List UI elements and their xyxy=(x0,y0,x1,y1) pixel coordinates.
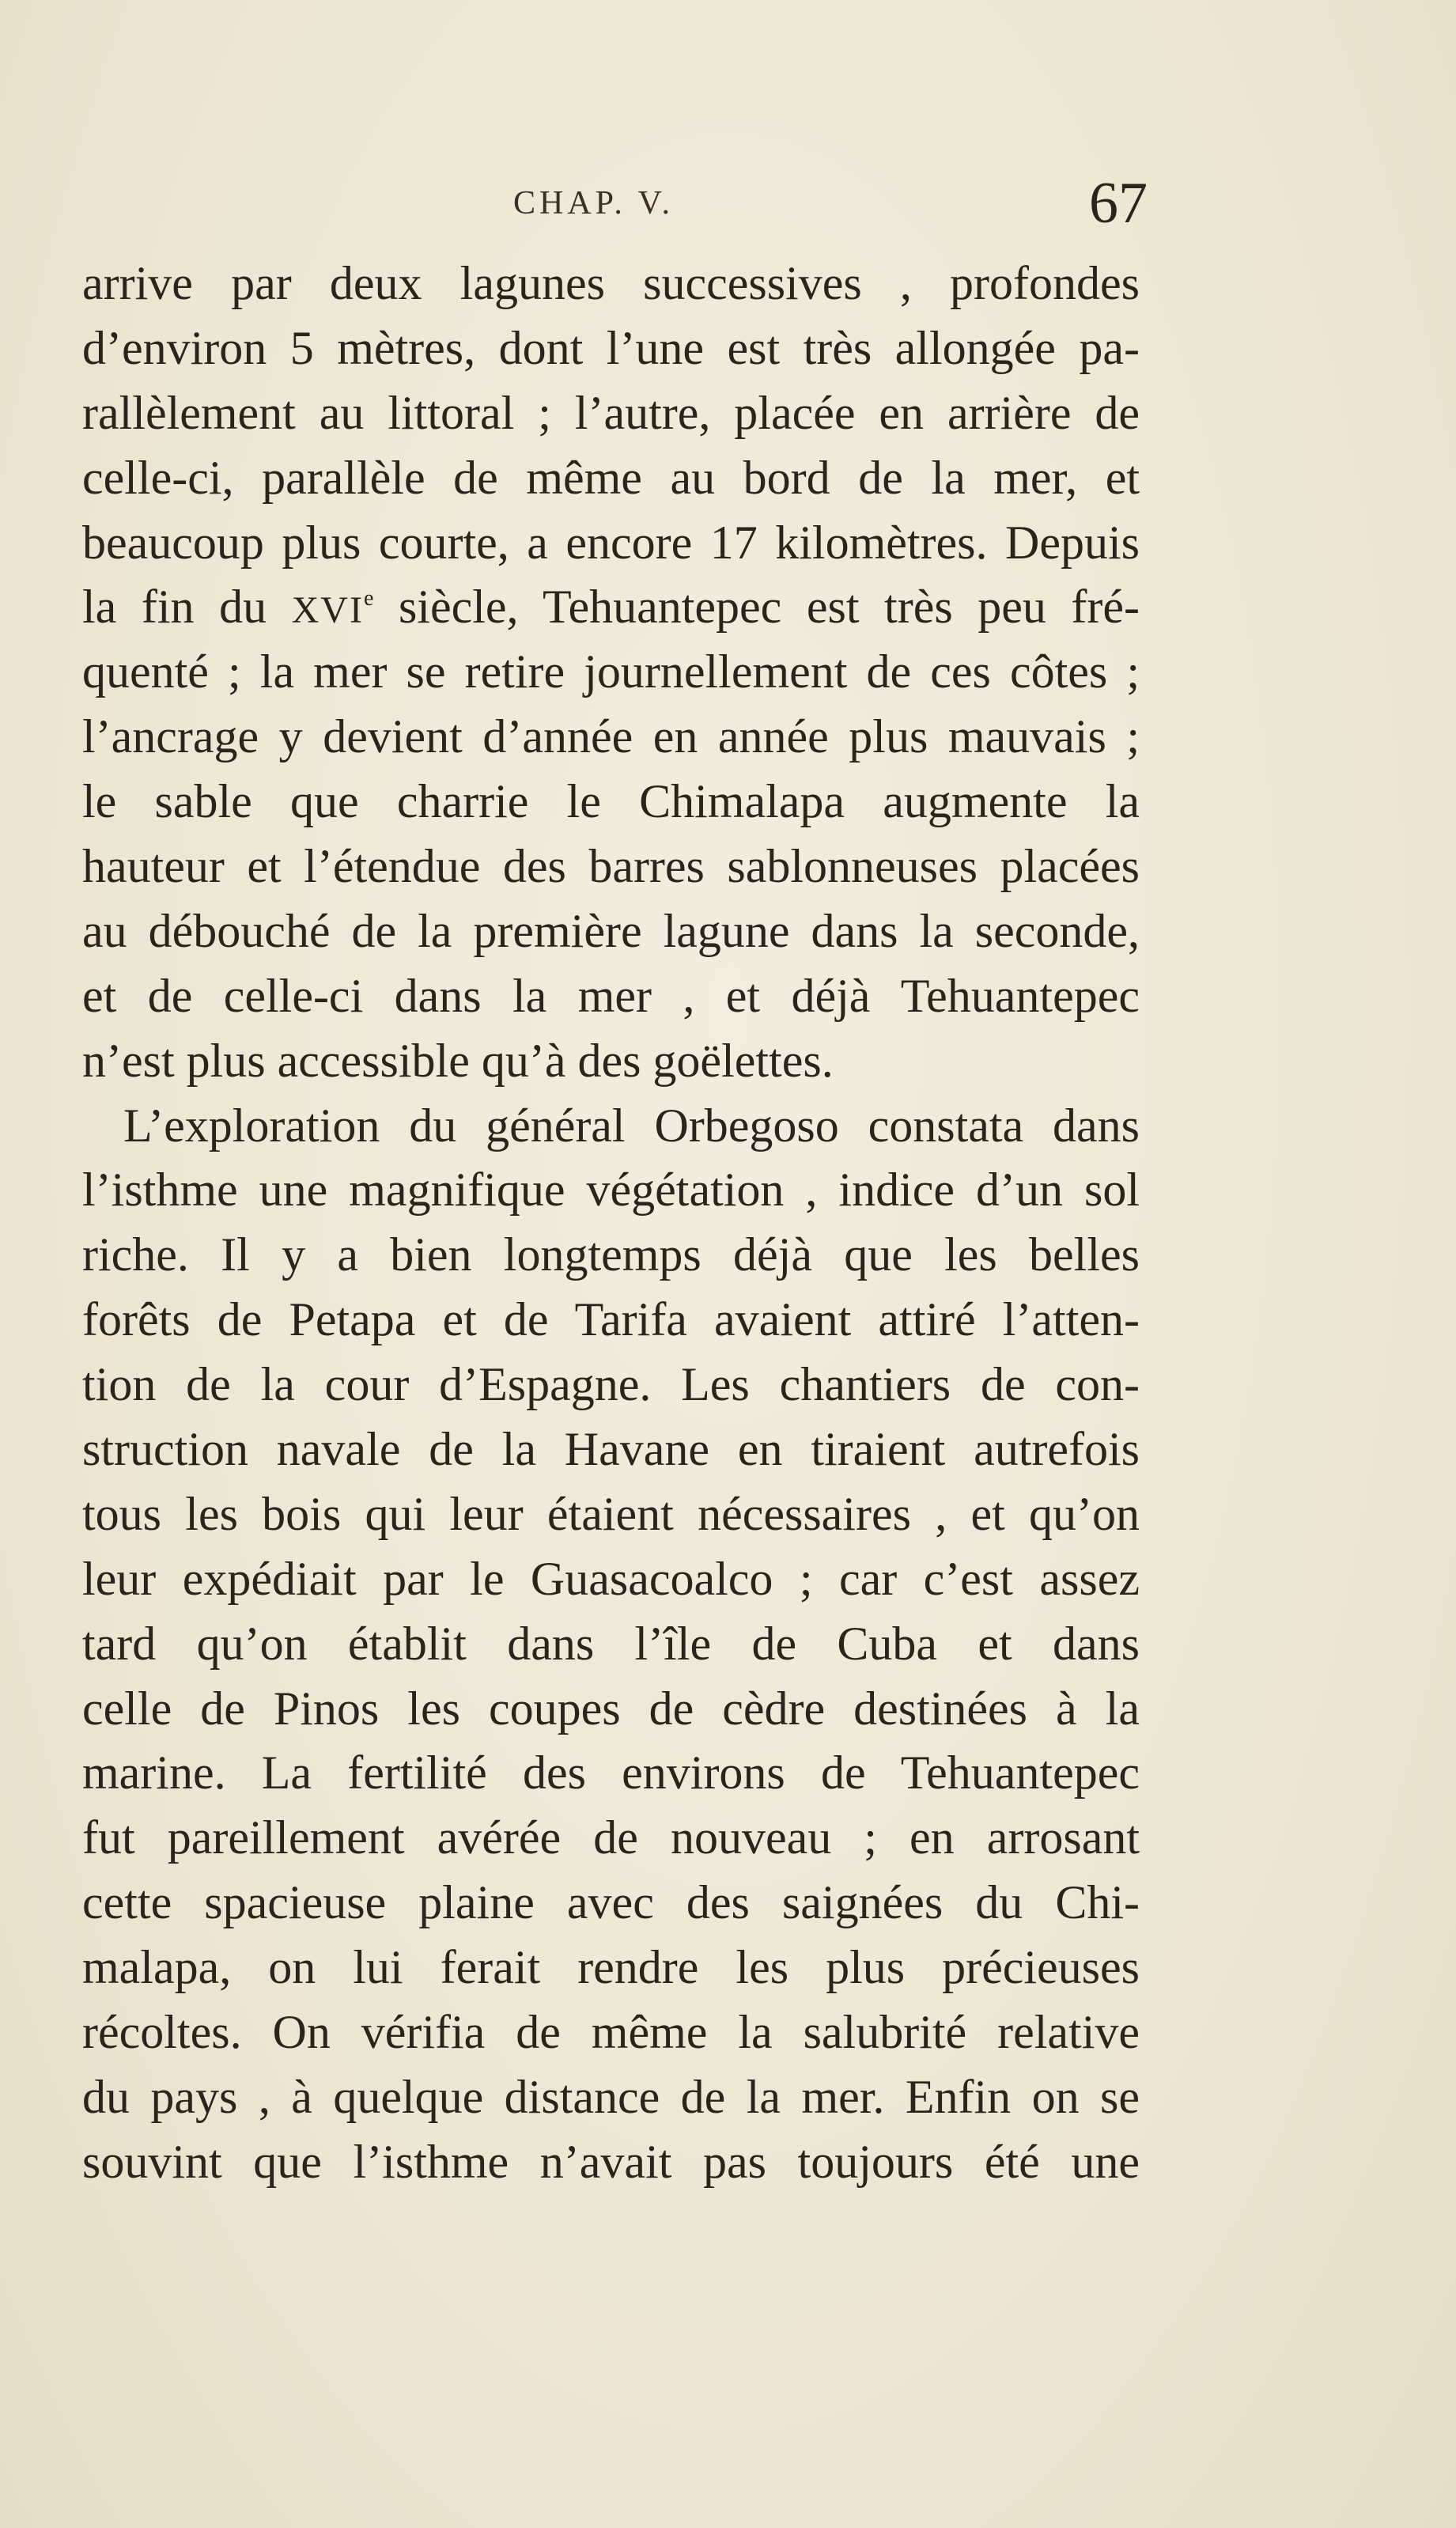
text-line: celle-ci, parallèle de même au bord de la mer, et xyxy=(82,451,1140,504)
text-line: L’exploration du général Orbegoso constata dans xyxy=(123,1099,1140,1152)
text-line: au débouché de la première lagune dans la seconde, xyxy=(82,904,1140,957)
text-line: d’environ 5 mètres, dont l’une est très allongée pa- xyxy=(82,321,1140,374)
text-line: cette spacieuse plaine avec des saignées du Chi- xyxy=(82,1876,1140,1929)
text-line: tous les bois qui leur étaient nécessaires , et qu’on xyxy=(82,1487,1140,1540)
body-text xyxy=(82,252,1140,2195)
text-line: du pays , à quelque distance de la mer. Enfin on se xyxy=(82,2070,1140,2123)
text-line: celle de Pinos les coupes de cèdre destinées à la xyxy=(82,1682,1140,1735)
text-line: l’isthme une magnifique végétation , indice d’un sol xyxy=(82,1164,1140,1217)
text-line: struction navale de la Havane en tiraient autrefois xyxy=(82,1423,1140,1476)
text-line: marine. La fertilité des environs de Tehuantepec xyxy=(82,1747,1140,1799)
text-line: tion de la cour d’Espagne. Les chantiers de con- xyxy=(82,1358,1140,1411)
century-superscript: e xyxy=(363,586,374,611)
line-rest: siècle, Tehuantepec est très peu fré- xyxy=(398,581,1140,634)
line-prefix: la fin du xyxy=(82,581,292,634)
paragraph-2 xyxy=(82,1094,1140,2195)
text-line: tard qu’on établit dans l’île de Cuba et dans xyxy=(82,1617,1140,1670)
page-number: 67 xyxy=(1089,171,1148,236)
text-line: beaucoup plus courte, a encore 17 kilomètres. Depuis xyxy=(82,516,1140,569)
text-line: et de celle-ci dans la mer , et déjà Tehuantepec xyxy=(82,969,1140,1022)
text-line: forêts de Petapa et de Tarifa avaient attiré l’atten- xyxy=(82,1293,1140,1346)
century-numeral: XVI xyxy=(291,589,364,632)
text-line-century xyxy=(82,575,1140,640)
page-header xyxy=(82,170,1148,241)
running-head: CHAP. V. xyxy=(513,185,675,221)
text-line: le sable que charrie le Chimalapa augmente la xyxy=(82,775,1140,828)
text-line: récoltes. On vérifia de même la salubrité relative xyxy=(82,2006,1140,2059)
text-line: hauteur et l’étendue des barres sablonneuses placées xyxy=(82,840,1140,893)
text-line: l’ancrage y devient d’année en année plus mauvais ; xyxy=(82,710,1140,763)
text-line: leur expédiait par le Guasacoalco ; car c’est assez xyxy=(82,1552,1140,1605)
text-line: malapa, on lui ferait rendre les plus précieuses xyxy=(82,1941,1140,1994)
text-line: rallèlement au littoral ; l’autre, placée en arrière de xyxy=(82,386,1140,439)
text-line: quenté ; la mer se retire journellement de ces côtes ; xyxy=(82,645,1140,698)
paragraph-1 xyxy=(82,252,1140,1094)
text-line: fut pareillement avérée de nouveau ; en arrosant xyxy=(82,1811,1140,1864)
text-line: arrive par deux lagunes successives , profondes xyxy=(82,257,1140,309)
text-line: n’est plus accessible qu’à des goëlettes. xyxy=(82,1034,834,1087)
text-line: souvint que l’isthme n’avait pas toujours été une xyxy=(82,2135,1140,2188)
text-line: riche. Il y a bien longtemps déjà que les belles xyxy=(82,1228,1140,1281)
